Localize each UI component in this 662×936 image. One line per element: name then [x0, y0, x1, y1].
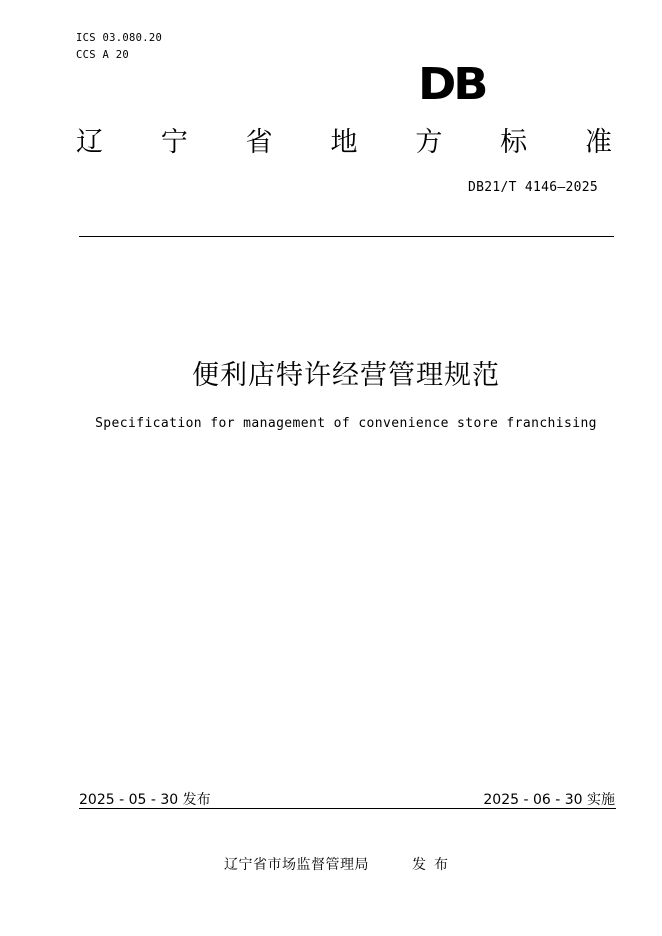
- document-title-chinese: 便利店特许经营管理规范: [192, 360, 500, 391]
- ccs-code: CCS A 20: [76, 49, 129, 61]
- standard-type-char: 宁: [160, 127, 188, 158]
- ics-code: ICS 03.080.20: [76, 32, 163, 44]
- publish-date: 2025 - 05 - 30 发布: [79, 792, 211, 808]
- header-divider: [79, 236, 614, 237]
- standard-type-char: 标: [500, 127, 528, 158]
- issued-label: 发布: [412, 857, 456, 873]
- document-title-english: Specification for management of convenience store franchising: [95, 416, 597, 431]
- standard-type-heading: [76, 126, 612, 160]
- standard-type-char: 省: [245, 127, 273, 158]
- db-logo: DB: [418, 59, 486, 110]
- standard-type-char: 辽: [76, 127, 103, 158]
- standard-number: DB21/T 4146—2025: [467, 180, 598, 195]
- standard-type-char: 地: [330, 127, 358, 158]
- footer-divider: [79, 808, 616, 809]
- implement-date: 2025 - 06 - 30 实施: [483, 792, 615, 808]
- standard-type-char: 准: [584, 127, 612, 158]
- issuing-authority: 辽宁省市场监督管理局: [224, 857, 369, 873]
- standard-type-char: 方: [415, 127, 443, 158]
